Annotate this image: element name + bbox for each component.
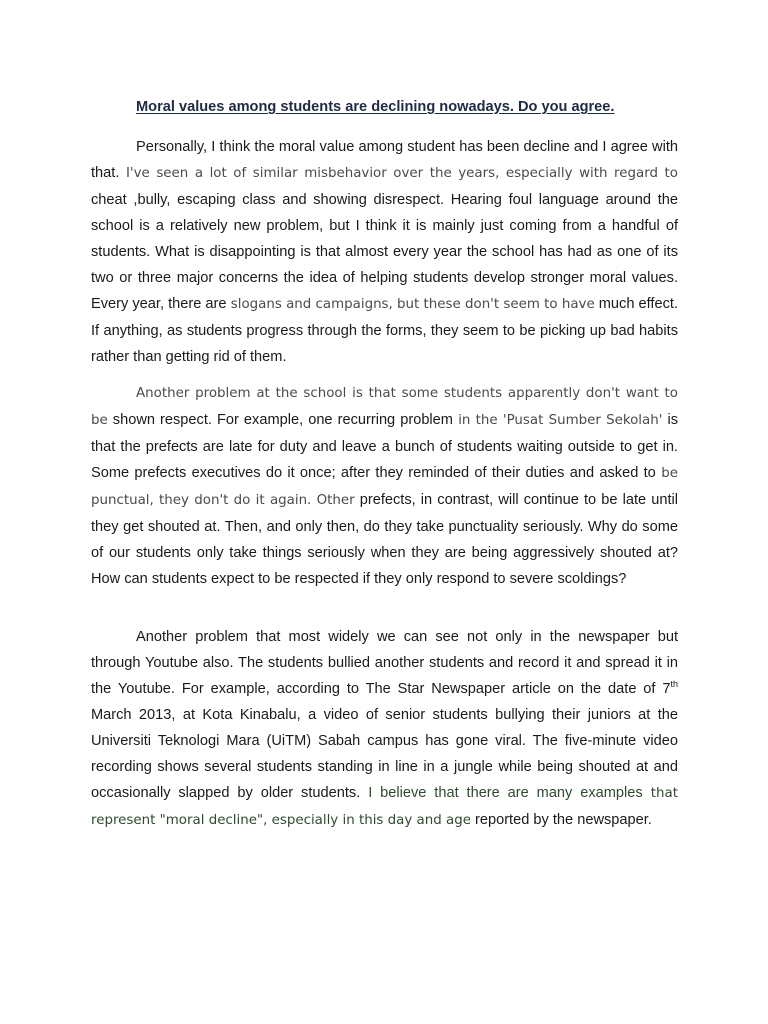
- paragraph-2-text-e: be punctual, they don't do it again. Other: [91, 466, 679, 508]
- paragraph-3-text-a: Another problem that most widely we can see not only in the newspaper but through Youtube also. The students bullied another students and record it and spread it in the Youtube. For example, according to The Star Newspaper article on the date of 7: [91, 629, 678, 697]
- paragraph-1: [91, 134, 678, 370]
- paragraph-3-text-e: reported by the newspaper.: [470, 812, 652, 828]
- paragraph-2: [91, 380, 678, 592]
- paragraph-2-text-d: is that the prefects are late for duty and leave a bunch of students waiting outside to get in. Some prefects executives do it once; after they reminded of their duties and asked to: [91, 412, 678, 481]
- paragraph-1-text-b: I've seen a lot of similar misbehavior over the years, especially with regard to: [119, 166, 678, 181]
- paragraph-2-text-a: Another problem at the school is that some students apparently don't want to be: [91, 386, 678, 428]
- paragraph-1-text-c: cheat ,bully, escaping class and showing disrespect. Hearing foul language around the school is a relatively new problem, but I think it is mainly just coming from a handful of students. What is disappointing is that almost every year the school has had as one of its two or three major concerns the idea of helping students develop stronger moral values. Every year, there are: [91, 192, 678, 312]
- paragraph-3-text-d: that represent "moral decline", especially in this day and age: [91, 786, 678, 828]
- paragraph-3-text-c: I believe that there are many examples: [360, 785, 643, 801]
- paragraph-2-text-c: in the 'Pusat Sumber Sekolah': [452, 413, 663, 428]
- paragraph-1-text-d: slogans and campaigns, but these don't seem to have: [226, 297, 595, 312]
- document-title: Moral values among students are declining nowadays. Do you agree.: [136, 99, 615, 115]
- paragraph-2-text-f: prefects, in contrast, will continue to be late until they get shouted at. Then, and only then, do they take punctuality seriously. Why do some of our students only take things seriously when they are being aggressively shouted at? How can students expect to be respected if they only respond to severe scoldings?: [91, 492, 678, 587]
- paragraph-1-text-a: Personally, I think the moral value among student has been decline and I agree with that.: [91, 139, 678, 181]
- paragraph-3-text-b: March 2013, at Kota Kinabalu, a video of senior students bullying their juniors at the Universiti Teknologi Mara (UiTM) Sabah campus has gone viral. The five-minute video recording shows several students standing in line in a jungle while being shouted at and occasionally slapped by older students.: [91, 707, 678, 801]
- paragraph-2-text-b: shown respect. For example, one recurring problem: [107, 412, 453, 428]
- paragraph-3: [91, 624, 678, 834]
- paragraph-1-text-e: much effect. If anything, as students progress through the forms, they seem to be picking up bad habits rather than getting rid of them.: [91, 296, 678, 365]
- ordinal-suffix: th: [670, 679, 678, 690]
